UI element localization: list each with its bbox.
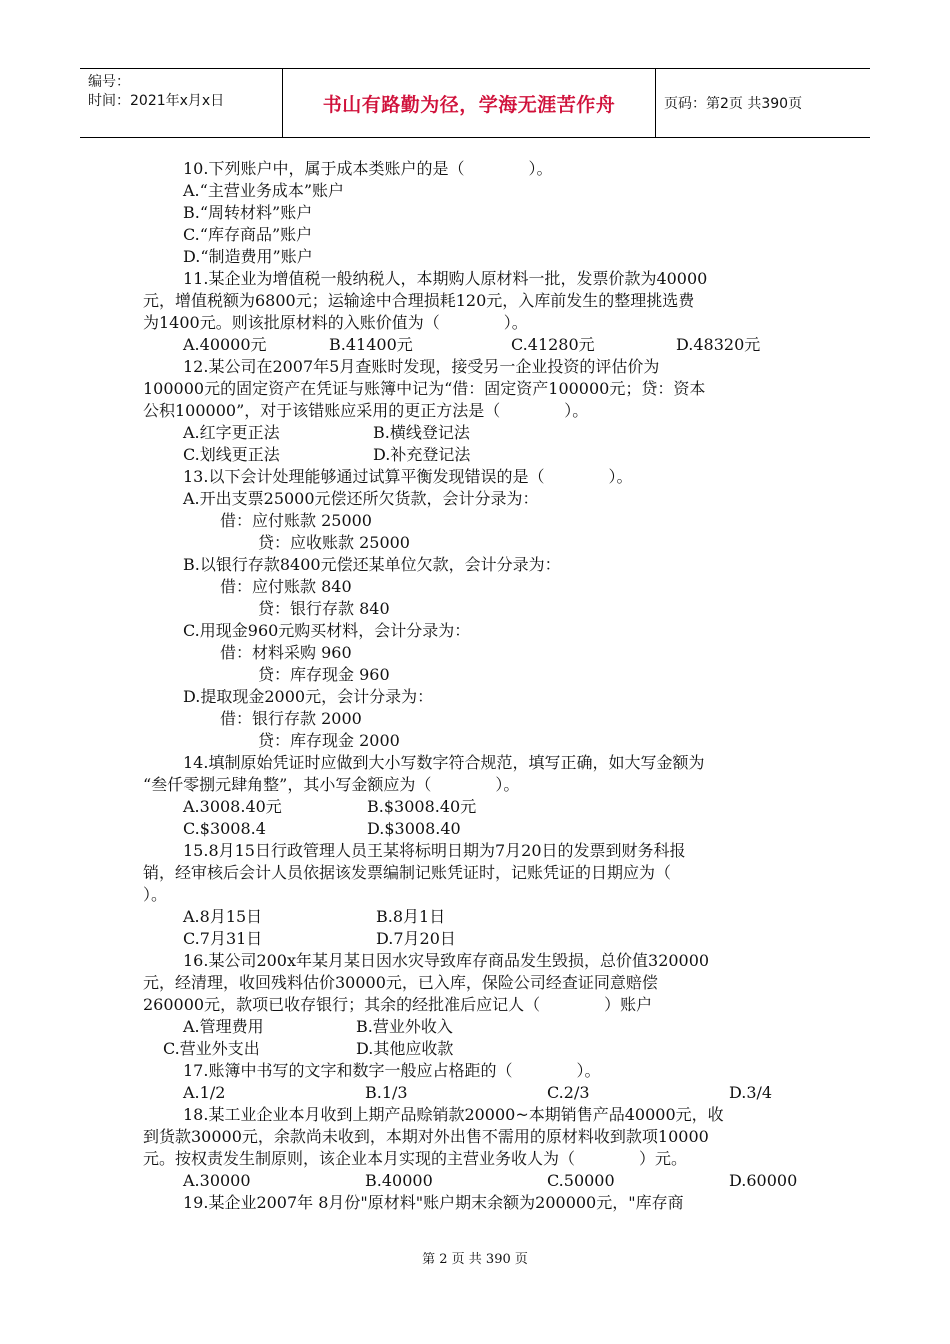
question-13-option-a-credit: 贷：应收账款 25000	[258, 533, 410, 552]
question-13-option-c-debit: 借：材料采购 960	[220, 643, 352, 662]
number-label: 编号：	[88, 74, 130, 90]
question-16-option-b: B.营业外收入	[356, 1017, 453, 1036]
motto-text: 书山有路勤为径，学海无涯苦作舟	[322, 93, 616, 116]
question-11-options	[143, 334, 811, 356]
question-18-option-c: C.50000	[547, 1171, 615, 1190]
question-17-option-a: A.1/2	[183, 1083, 226, 1102]
question-14-options-row-1	[143, 796, 811, 818]
question-14-option-b: B.$3008.40元	[367, 797, 477, 816]
header-page-info	[656, 69, 870, 137]
question-12-option-a: A.红字更正法	[183, 423, 280, 442]
question-15-option-b: B.8月1日	[376, 907, 446, 926]
question-18-options	[143, 1170, 811, 1192]
question-13-stem: 13.以下会计处理能够通过试算平衡发现错误的是（ ）。	[183, 467, 633, 486]
question-17-options	[143, 1082, 811, 1104]
question-11-option-a: A.40000元	[183, 335, 267, 354]
question-16-option-a: A.管理费用	[183, 1017, 264, 1036]
page-info-text: 页码：第2页 共390页	[664, 96, 803, 112]
question-12-options-row-1	[143, 422, 811, 444]
header-meta	[80, 69, 283, 137]
question-13-option-b-debit: 借：应付账款 840	[220, 577, 352, 596]
footer-page-number: 第 2 页 共 390 页	[422, 1252, 528, 1267]
question-15-options-row-1	[143, 906, 811, 928]
question-14-option-a: A.3008.40元	[183, 797, 282, 816]
question-12-option-d: D.补充登记法	[373, 445, 471, 464]
question-15-options-row-2	[143, 928, 811, 950]
question-14-option-c: C.$3008.4	[183, 819, 266, 838]
question-15-option-a: A.8月15日	[183, 907, 263, 926]
question-18-line-1: 18.某工业企业本月收到上期产品赊销款20000~本期销售产品40000元，收	[183, 1105, 724, 1124]
question-15-option-d: D.7月20日	[376, 929, 456, 948]
page-header	[80, 68, 870, 138]
question-11-option-b: B.41400元	[329, 335, 413, 354]
question-16-options-row-1	[143, 1016, 811, 1038]
question-13-option-a: A.开出支票25000元偿还所欠货款，会计分录为：	[183, 489, 539, 508]
question-15-line-1: 15.8月15日行政管理人员王某将标明日期为7月20日的发票到财务科报	[183, 841, 686, 860]
question-18-option-a: A.30000	[183, 1171, 251, 1190]
question-16-option-c: C.营业外支出	[163, 1039, 260, 1058]
question-12-option-c: C.划线更正法	[183, 445, 280, 464]
question-10-option-d: D.“制造费用”账户	[183, 247, 313, 266]
question-10-option-a: A.“主营业务成本”账户	[183, 181, 345, 200]
question-10-option-c: C.“库存商品”账户	[183, 225, 313, 244]
question-16-line-1: 16.某公司200x年某月某日因水灾导致库存商品发生毁损，总价值320000	[183, 951, 710, 970]
question-16-line-2: 元，经清理，收回残料估价30000元，已入库，保险公司经查证同意赔偿	[143, 973, 658, 992]
question-10-option-b: B.“周转材料”账户	[183, 203, 313, 222]
question-18-line-2: 到货款30000元，余款尚未收到，本期对外出售不需用的原材料收到款项10000	[143, 1127, 709, 1146]
header-motto-cell	[283, 69, 656, 137]
question-19-line-1: 19.某企业2007年 8月份"原材料"账户期末余额为200000元，"库存商	[183, 1193, 684, 1212]
question-15-line-3: ）。	[143, 885, 168, 904]
question-14-options-row-2	[143, 818, 811, 840]
question-12-options-row-2	[143, 444, 811, 466]
question-13-option-b: B.以银行存款8400元偿还某单位欠款，会计分录为：	[183, 555, 561, 574]
question-14-line-2: “叁仟零捌元肆角整”，其小写金额应为（ ）。	[143, 775, 520, 794]
page-footer	[0, 1248, 950, 1267]
question-15-line-2: 销，经审核后会计人员依据该发票编制记账凭证时，记账凭证的日期应为（	[143, 863, 672, 882]
question-16-options-row-2	[143, 1038, 811, 1060]
question-13-option-d: D.提取现金2000元，会计分录为：	[183, 687, 434, 706]
question-11-line-3: 为1400元。则该批原材料的入账价值为（ ）。	[143, 313, 528, 332]
question-13-option-a-debit: 借：应付账款 25000	[220, 511, 372, 530]
question-16-line-3: 260000元，款项已收存银行；其余的经批准后应记人（ ）账户	[143, 995, 653, 1014]
question-11-option-d: D.48320元	[676, 335, 761, 354]
question-12-line-2: 100000元的固定资产在凭证与账簿中记为“借：固定资产100000元；贷：资本	[143, 379, 706, 398]
question-17-stem: 17.账簿中书写的文字和数字一般应占格距的（ ）。	[183, 1061, 601, 1080]
question-15-option-c: C.7月31日	[183, 929, 263, 948]
question-11-option-c: C.41280元	[511, 335, 595, 354]
question-17-option-c: C.2/3	[547, 1083, 590, 1102]
question-13-option-d-debit: 借：银行存款 2000	[220, 709, 362, 728]
question-17-option-b: B.1/3	[365, 1083, 408, 1102]
question-13-option-d-credit: 贷：库存现金 2000	[258, 731, 400, 750]
question-16-option-d: D.其他应收款	[356, 1039, 454, 1058]
question-10-stem: 10.下列账户中，属于成本类账户的是（ ）。	[183, 159, 553, 178]
question-17-option-d: D.3/4	[729, 1083, 773, 1102]
question-11-line-2: 元，增值税额为6800元；运输途中合理损耗120元，入库前发生的整理挑选费	[143, 291, 695, 310]
question-12-line-3: 公积100000”，对于该错账应采用的更正方法是（ ）。	[143, 401, 589, 420]
time-label: 时间：2021年x月x日	[88, 93, 225, 109]
question-12-line-1: 12.某公司在2007年5月查账时发现，接受另一企业投资的评估价为	[183, 357, 660, 376]
question-18-line-3: 元。按权责发生制原则，该企业本月实现的主营业务收人为（ ）元。	[143, 1149, 688, 1168]
question-13-option-c-credit: 贷：库存现金 960	[258, 665, 390, 684]
question-12-option-b: B.横线登记法	[373, 423, 470, 442]
question-18-option-b: B.40000	[365, 1171, 433, 1190]
question-13-option-c: C.用现金960元购买材料，会计分录为：	[183, 621, 471, 640]
question-13-option-b-credit: 贷：银行存款 840	[258, 599, 390, 618]
question-14-line-1: 14.填制原始凭证时应做到大小写数字符合规范，填写正确，如大写金额为	[183, 753, 705, 772]
question-11-line-1: 11.某企业为增值税一般纳税人，本期购人原材料一批，发票价款为40000	[183, 269, 708, 288]
question-list	[143, 158, 811, 1214]
question-18-option-d: D.60000	[729, 1171, 798, 1190]
question-14-option-d: D.$3008.40	[367, 819, 461, 838]
